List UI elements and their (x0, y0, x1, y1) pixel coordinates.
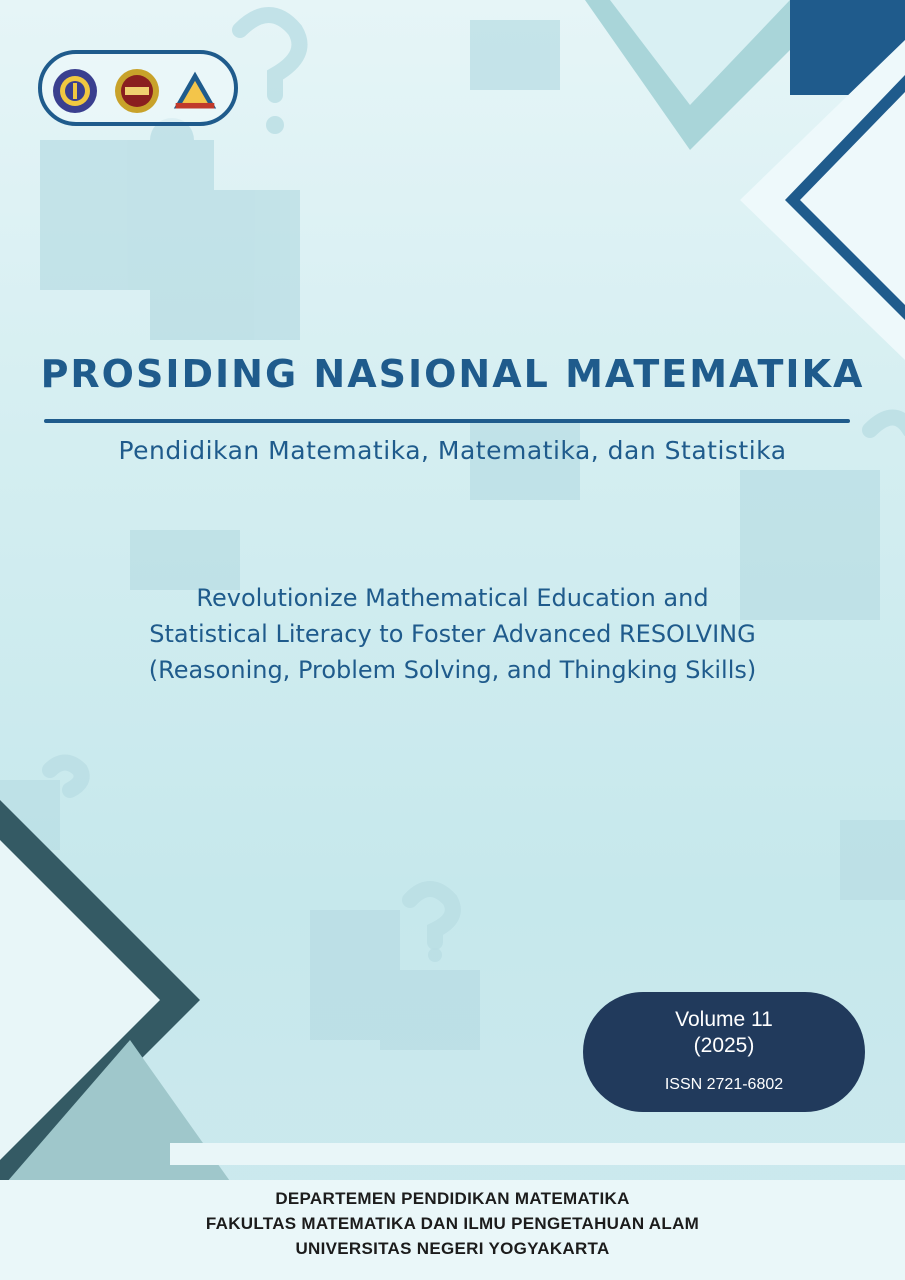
footer-stripe (170, 1143, 905, 1165)
conference-theme (0, 580, 905, 688)
conference-logo-icon (172, 68, 218, 114)
title-divider (44, 419, 850, 423)
volume-number: Volume 11 (675, 1008, 773, 1031)
publisher-info (0, 1186, 905, 1261)
theme-line: (Reasoning, Problem Solving, and Thingking Skills) (148, 656, 757, 684)
volume-badge (583, 992, 865, 1112)
issn-number: ISSN 2721-6802 (664, 1076, 784, 1093)
faculty-name: FAKULTAS MATEMATIKA DAN ILMU PENGETAHUAN ALAM (205, 1214, 700, 1233)
society-emblem-icon (114, 68, 160, 114)
university-name: UNIVERSITAS NEGERI YOGYAKARTA (295, 1239, 610, 1258)
volume-year: (2025) (693, 1034, 755, 1057)
university-emblem-icon (52, 68, 98, 114)
theme-line: Statistical Literacy to Foster Advanced RESOLVING (149, 620, 756, 648)
department-name: DEPARTEMEN PENDIDIKAN MATEMATIKA (275, 1189, 630, 1208)
logo-group (38, 50, 238, 126)
theme-line: Revolutionize Mathematical Education and (196, 584, 709, 612)
proceedings-title: PROSIDING NASIONAL MATEMATIKA (40, 352, 865, 396)
proceedings-subtitle: Pendidikan Matematika, Matematika, dan Statistika (118, 436, 787, 465)
